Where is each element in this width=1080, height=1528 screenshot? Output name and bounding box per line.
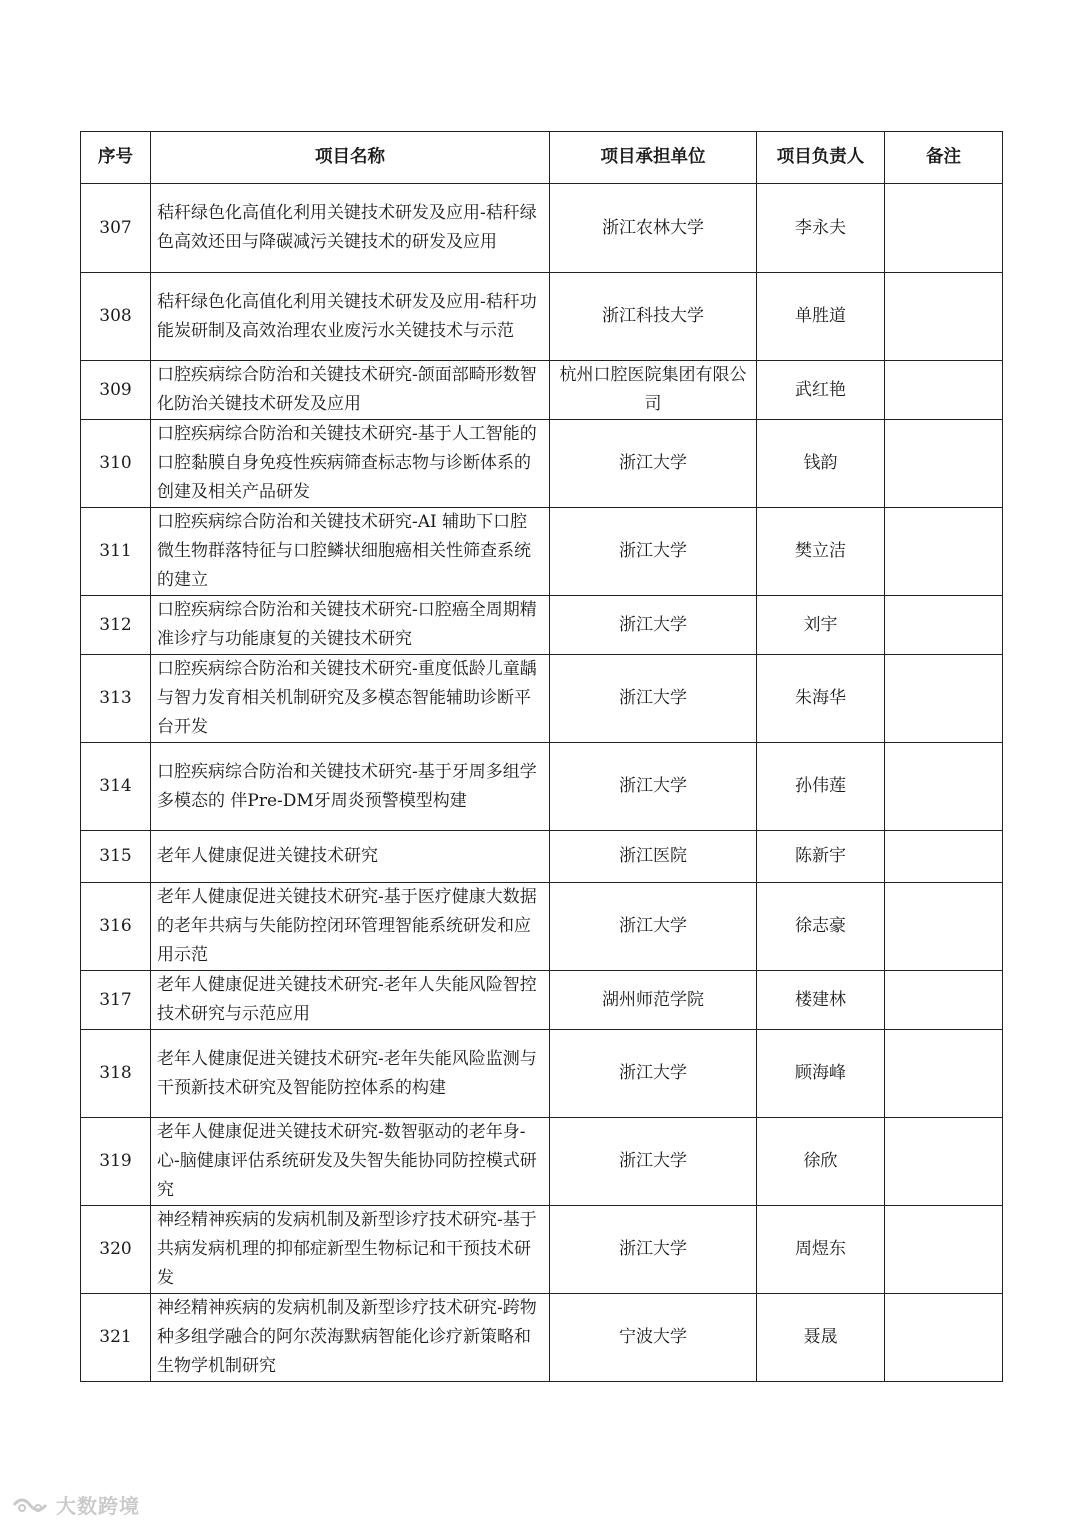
header-note: 备注 xyxy=(885,132,1003,184)
project-name-cell: 口腔疾病综合防治和关键技术研究-重度低龄儿童龋与智力发育相关机制研究及多模态智能辅助诊断平台开发 xyxy=(151,655,550,743)
project-name-cell: 口腔疾病综合防治和关键技术研究-口腔癌全周期精准诊疗与功能康复的关键技术研究 xyxy=(151,596,550,655)
project-name-cell: 老年人健康促进关键技术研究 xyxy=(151,831,550,883)
lead-cell: 聂晟 xyxy=(757,1294,885,1382)
lead-cell: 周煜东 xyxy=(757,1206,885,1294)
row-no-cell: 320 xyxy=(81,1206,151,1294)
unit-cell: 浙江大学 xyxy=(550,420,757,508)
unit-cell: 浙江大学 xyxy=(550,1206,757,1294)
table-row xyxy=(81,1206,1003,1294)
row-no-cell: 311 xyxy=(81,508,151,596)
watermark-text: 大数跨境 xyxy=(56,1494,140,1518)
table-row xyxy=(81,883,1003,971)
lead-cell: 徐志豪 xyxy=(757,883,885,971)
row-no-cell: 314 xyxy=(81,743,151,831)
unit-cell: 浙江医院 xyxy=(550,831,757,883)
table-row xyxy=(81,361,1003,420)
unit-cell: 宁波大学 xyxy=(550,1294,757,1382)
lead-cell: 刘宇 xyxy=(757,596,885,655)
note-cell xyxy=(885,361,1003,420)
header-project-name: 项目名称 xyxy=(151,132,550,184)
note-cell xyxy=(885,1206,1003,1294)
project-name-cell: 秸秆绿色化高值化利用关键技术研发及应用-秸秆功能炭研制及高效治理农业废污水关键技术与示范 xyxy=(151,273,550,361)
note-cell xyxy=(885,184,1003,273)
row-no-cell: 308 xyxy=(81,273,151,361)
table-row xyxy=(81,1294,1003,1382)
unit-cell: 浙江科技大学 xyxy=(550,273,757,361)
table-row xyxy=(81,1118,1003,1206)
note-cell xyxy=(885,273,1003,361)
note-cell xyxy=(885,596,1003,655)
row-no-cell: 321 xyxy=(81,1294,151,1382)
table-row xyxy=(81,1030,1003,1118)
row-no-cell: 307 xyxy=(81,184,151,273)
lead-cell: 楼建林 xyxy=(757,971,885,1030)
watermark xyxy=(12,1490,140,1519)
unit-cell: 浙江大学 xyxy=(550,743,757,831)
row-no-cell: 310 xyxy=(81,420,151,508)
lead-cell: 樊立洁 xyxy=(757,508,885,596)
header-row xyxy=(81,132,1003,184)
note-cell xyxy=(885,1294,1003,1382)
project-name-cell: 秸秆绿色化高值化利用关键技术研发及应用-秸秆绿色高效还田与降碳减污关键技术的研发及应用 xyxy=(151,184,550,273)
lead-cell: 武红艳 xyxy=(757,361,885,420)
table-row xyxy=(81,184,1003,273)
header-no: 序号 xyxy=(81,132,151,184)
note-cell xyxy=(885,831,1003,883)
note-cell xyxy=(885,743,1003,831)
project-name-cell: 老年人健康促进关键技术研究-基于医疗健康大数据的老年共病与失能防控闭环管理智能系统研发和应用示范 xyxy=(151,883,550,971)
unit-cell: 浙江大学 xyxy=(550,655,757,743)
weibo-logo-icon xyxy=(12,1495,50,1515)
table-row xyxy=(81,420,1003,508)
lead-cell: 李永夫 xyxy=(757,184,885,273)
unit-cell: 浙江大学 xyxy=(550,1118,757,1206)
note-cell xyxy=(885,1118,1003,1206)
unit-cell: 浙江大学 xyxy=(550,883,757,971)
table-row xyxy=(81,655,1003,743)
note-cell xyxy=(885,883,1003,971)
unit-cell: 浙江大学 xyxy=(550,508,757,596)
row-no-cell: 316 xyxy=(81,883,151,971)
project-name-cell: 口腔疾病综合防治和关键技术研究-基于牙周多组学多模态的 伴Pre-DM牙周炎预警模型构建 xyxy=(151,743,550,831)
project-name-cell: 口腔疾病综合防治和关键技术研究-基于人工智能的口腔黏膜自身免疫性疾病筛查标志物与诊断体系的创建及相关产品研发 xyxy=(151,420,550,508)
table-row xyxy=(81,743,1003,831)
row-no-cell: 317 xyxy=(81,971,151,1030)
row-no-cell: 315 xyxy=(81,831,151,883)
project-name-cell: 老年人健康促进关键技术研究-数智驱动的老年身-心-脑健康评估系统研发及失智失能协同防控模式研究 xyxy=(151,1118,550,1206)
row-no-cell: 313 xyxy=(81,655,151,743)
lead-cell: 朱海华 xyxy=(757,655,885,743)
project-name-cell: 口腔疾病综合防治和关键技术研究-AI 辅助下口腔微生物群落特征与口腔鳞状细胞癌相关性筛查系统的建立 xyxy=(151,508,550,596)
note-cell xyxy=(885,420,1003,508)
unit-cell: 湖州师范学院 xyxy=(550,971,757,1030)
row-no-cell: 312 xyxy=(81,596,151,655)
lead-cell: 单胜道 xyxy=(757,273,885,361)
table-row xyxy=(81,971,1003,1030)
unit-cell: 杭州口腔医院集团有限公司 xyxy=(550,361,757,420)
lead-cell: 徐欣 xyxy=(757,1118,885,1206)
unit-cell: 浙江农林大学 xyxy=(550,184,757,273)
table-row xyxy=(81,508,1003,596)
project-name-cell: 老年人健康促进关键技术研究-老年人失能风险智控技术研究与示范应用 xyxy=(151,971,550,1030)
row-no-cell: 319 xyxy=(81,1118,151,1206)
project-name-cell: 神经精神疾病的发病机制及新型诊疗技术研究-跨物种多组学融合的阿尔茨海默病智能化诊疗新策略和生物学机制研究 xyxy=(151,1294,550,1382)
header-lead: 项目负责人 xyxy=(757,132,885,184)
project-table xyxy=(80,131,1003,1382)
table-row xyxy=(81,273,1003,361)
unit-cell: 浙江大学 xyxy=(550,1030,757,1118)
header-unit: 项目承担单位 xyxy=(550,132,757,184)
project-name-cell: 口腔疾病综合防治和关键技术研究-颌面部畸形数智化防治关键技术研发及应用 xyxy=(151,361,550,420)
row-no-cell: 309 xyxy=(81,361,151,420)
project-name-cell: 老年人健康促进关键技术研究-老年失能风险监测与干预新技术研究及智能防控体系的构建 xyxy=(151,1030,550,1118)
note-cell xyxy=(885,1030,1003,1118)
note-cell xyxy=(885,971,1003,1030)
lead-cell: 钱韵 xyxy=(757,420,885,508)
lead-cell: 陈新宇 xyxy=(757,831,885,883)
row-no-cell: 318 xyxy=(81,1030,151,1118)
table-row xyxy=(81,596,1003,655)
project-name-cell: 神经精神疾病的发病机制及新型诊疗技术研究-基于共病发病机理的抑郁症新型生物标记和干预技术研发 xyxy=(151,1206,550,1294)
note-cell xyxy=(885,655,1003,743)
note-cell xyxy=(885,508,1003,596)
lead-cell: 孙伟莲 xyxy=(757,743,885,831)
table-row xyxy=(81,831,1003,883)
lead-cell: 顾海峰 xyxy=(757,1030,885,1118)
unit-cell: 浙江大学 xyxy=(550,596,757,655)
